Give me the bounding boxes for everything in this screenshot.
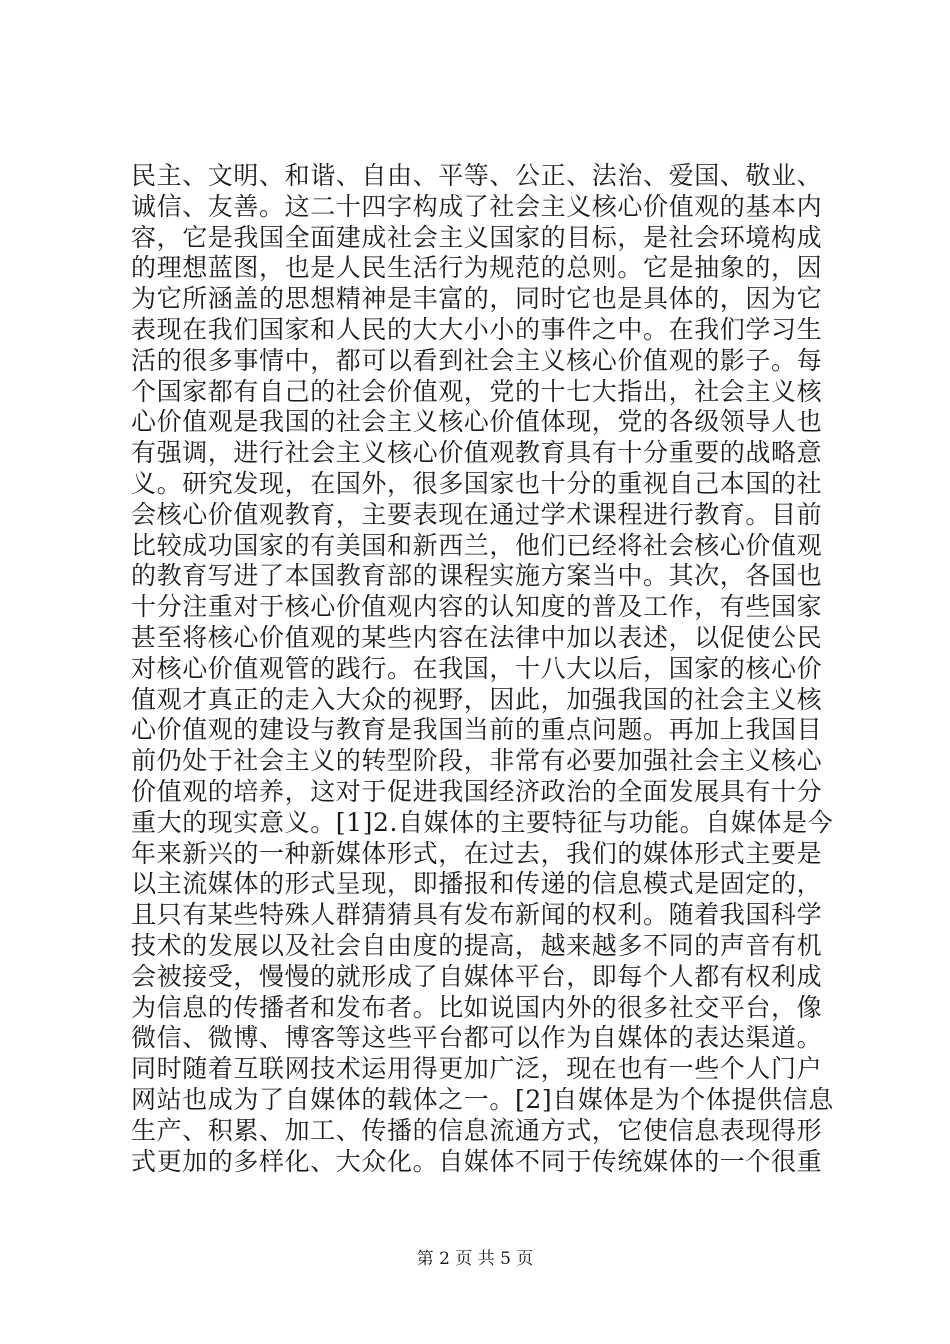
text-line: 以主流媒体的形式呈现，即播报和传递的信息模式是固定的， (131, 869, 823, 899)
text-line: 的教育写进了本国教育部的课程实施方案当中。其次，各国也 (131, 561, 823, 591)
text-line: 活的很多事情中，都可以看到社会主义核心价值观的影子。每 (131, 345, 823, 375)
text-line: 会被接受，慢慢的就形成了自媒体平台，即每个人都有权利成 (131, 961, 823, 991)
text-line: 且只有某些特殊人群猜猜具有发布新闻的权利。随着我国科学 (131, 900, 823, 930)
text-line: 容，它是我国全面建成社会主义国家的目标，是社会环境构成 (131, 222, 823, 252)
text-line: 同时随着互联网技术运用得更加广泛，现在也有一些个人门户 (131, 1054, 823, 1084)
text-line: 网站也成为了自媒体的载体之一。[2]自媒体是为个体提供信息 (131, 1084, 834, 1114)
text-line: 重大的现实意义。[1]2.自媒体的主要特征与功能。自媒体是今 (131, 807, 834, 837)
text-line: 的理想蓝图，也是人民生活行为规范的总则。它是抽象的，因 (131, 253, 823, 283)
text-line: 前仍处于社会主义的转型阶段，非常有必要加强社会主义核心 (131, 746, 823, 776)
text-line: 式更加的多样化、大众化。自媒体不同于传统媒体的一个很重 (131, 1146, 823, 1176)
text-line: 比较成功国家的有美国和新西兰，他们已经将社会核心价值观 (131, 530, 823, 560)
text-line: 价值观的培养，这对于促进我国经济政治的全面发展具有十分 (131, 776, 823, 806)
page-number-footer: 第 2 页 共 5 页 (416, 1249, 534, 1269)
text-line: 甚至将核心价值观的某些内容在法律中加以表述，以促使公民 (131, 622, 823, 652)
text-line: 微信、微博、博客等这些平台都可以作为自媒体的表达渠道。 (131, 1023, 823, 1053)
text-line: 民主、文明、和谐、自由、平等、公正、法治、爱国、敬业、 (131, 161, 823, 190)
text-line: 个国家都有自己的社会价值观，党的十七大指出，社会主义核 (131, 376, 823, 406)
text-line: 为它所涵盖的思想精神是丰富的，同时它也是具体的，因为它 (131, 284, 823, 314)
text-line: 诚信、友善。这二十四字构成了社会主义核心价值观的基本内 (131, 191, 823, 221)
text-line: 十分注重对于核心价值观内容的认知度的普及工作，有些国家 (131, 592, 823, 622)
text-line: 心价值观的建设与教育是我国当前的重点问题。再加上我国目 (131, 715, 823, 745)
text-line: 心价值观是我国的社会主义核心价值体现，党的各级领导人也 (131, 407, 823, 437)
text-line: 年来新兴的一种新媒体形式，在过去，我们的媒体形式主要是 (131, 838, 823, 868)
text-line: 义。研究发现，在国外，很多国家也十分的重视自己本国的社 (131, 468, 823, 498)
text-line: 值观才真正的走入大众的视野，因此，加强我国的社会主义核 (131, 684, 823, 714)
body-paragraph (131, 161, 834, 1177)
text-line: 有强调，进行社会主义核心价值观教育具有十分重要的战略意 (131, 438, 823, 468)
text-line: 对核心价值观管的践行。在我国，十八大以后，国家的核心价 (131, 653, 823, 683)
text-line: 生产、积累、加工、传播的信息流通方式，它使信息表现得形 (131, 1115, 823, 1145)
text-line: 会核心价值观教育，主要表现在通过学术课程进行教育。目前 (131, 499, 823, 529)
text-line: 为信息的传播者和发布者。比如说国内外的很多社交平台，像 (131, 992, 823, 1022)
text-line: 表现在我们国家和人民的大大小小的事件之中。在我们学习生 (131, 314, 823, 344)
text-line: 技术的发展以及社会自由度的提高，越来越多不同的声音有机 (131, 930, 823, 960)
